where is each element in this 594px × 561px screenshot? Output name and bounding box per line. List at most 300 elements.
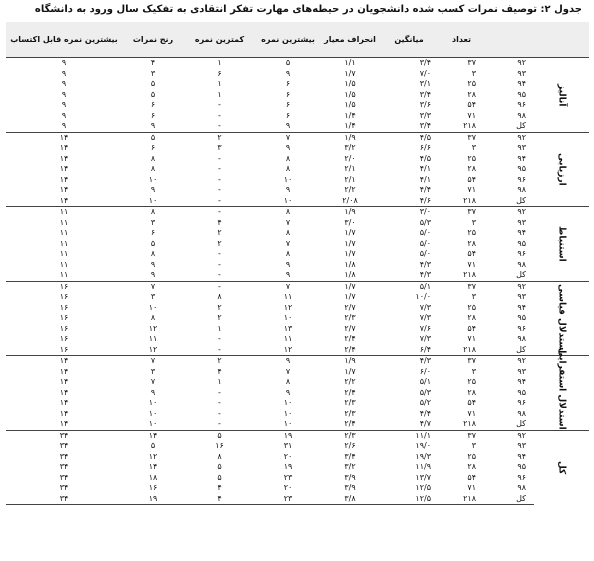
count-cell: ۳۷	[439, 132, 484, 143]
group-label: کل	[534, 430, 589, 505]
count-cell: ۲۸	[467, 164, 476, 174]
min-score-cell: ۲	[217, 302, 222, 312]
sd-cell: ۲/۲	[344, 185, 356, 195]
count-cell: ۷۱	[467, 408, 476, 418]
table-row	[6, 398, 589, 409]
sd-cell: ۱/۷	[344, 228, 356, 238]
max-score-cell: ۹	[255, 356, 321, 367]
min-score-cell: ۸	[217, 451, 222, 461]
range-cell: ۱۱	[148, 334, 158, 344]
sd-cell: ۲/۴	[344, 387, 356, 397]
count-cell: ۲۸	[467, 462, 476, 472]
range-cell: ۹	[150, 259, 156, 269]
year-cell: ۹۲	[484, 281, 534, 292]
sd-cell: ۳/۲	[344, 462, 356, 472]
mean-cell: ۱۲/۵	[379, 494, 439, 505]
range-cell: ۵	[122, 132, 184, 143]
sd-cell: ۲/۱	[344, 164, 356, 174]
table-row	[6, 441, 589, 452]
table-row	[6, 334, 589, 345]
count-cell: ۲۵	[467, 302, 476, 312]
year-cell: ۹۵	[517, 387, 526, 397]
count-cell: ۵۴	[467, 249, 476, 259]
max-score-cell: ۱۹	[283, 462, 293, 472]
range-cell: ۱۴	[148, 462, 158, 472]
table-row	[6, 419, 589, 430]
max-score-cell: ۱۰	[283, 419, 293, 429]
min-score-cell: ۴	[217, 366, 222, 376]
year-cell: ۹۶	[517, 472, 526, 482]
range-cell: ۱۲	[148, 451, 158, 461]
count-cell: ۲۸	[467, 387, 476, 397]
max-possible-cell: ۳۴	[59, 472, 69, 482]
sd-cell: ۲/۰	[344, 153, 356, 163]
max-possible-cell: ۳۴	[59, 451, 69, 461]
min-score-cell: -	[218, 334, 221, 344]
max-score-cell: ۹	[285, 185, 291, 195]
count-cell: ۵۴	[467, 323, 476, 333]
min-score-cell: ۱۶	[215, 441, 224, 451]
max-possible-cell: ۱۶	[59, 334, 69, 344]
table-row	[6, 111, 589, 122]
max-possible-cell: ۱۱	[59, 217, 69, 227]
count-cell: ۵۴	[467, 472, 476, 482]
table-row	[6, 430, 589, 441]
table-row	[6, 249, 589, 260]
count-cell: ۳۷	[439, 430, 484, 441]
max-possible-cell: ۱۶	[59, 323, 69, 333]
table-row	[6, 313, 589, 324]
max-score-cell: ۵	[255, 58, 321, 69]
min-score-cell: -	[218, 100, 221, 110]
max-possible-cell: ۱۴	[59, 185, 69, 195]
max-possible-cell: ۱۱	[59, 259, 69, 269]
sd-cell: ۱/۹	[321, 207, 379, 218]
header-min-score: کمترین نمره	[184, 22, 255, 58]
min-score-cell: -	[184, 281, 255, 292]
sd-cell: ۱/۴	[344, 110, 356, 120]
year-cell: ۹۶	[517, 100, 526, 110]
max-possible-cell: ۹	[61, 110, 67, 120]
table-row	[6, 185, 589, 196]
range-cell: ۸	[150, 153, 156, 163]
max-score-cell: ۷	[285, 238, 291, 248]
table-row	[6, 356, 589, 367]
range-cell: ۱۰	[148, 195, 158, 205]
sd-cell: ۱/۷	[344, 249, 356, 259]
max-possible-cell: ۱۱	[59, 228, 69, 238]
table-row	[6, 409, 589, 420]
max-score-cell: ۱۳	[283, 323, 293, 333]
range-cell: ۳	[150, 217, 156, 227]
range-cell: ۱۲	[148, 323, 158, 333]
table-caption: جدول ۲: توصیف نمرات کسب شده دانشجویان در حیطه‌های مهارت تفکر انتقادی به تفکیک سال ورود به دانشگاه	[34, 4, 582, 15]
range-cell: ۴	[122, 58, 184, 69]
max-score-cell: ۹	[285, 270, 291, 280]
mean-cell: ۳/۱	[419, 79, 431, 89]
count-cell: ۲۵	[467, 377, 476, 387]
group-label: استنباط	[534, 207, 589, 282]
range-cell: ۸	[150, 164, 156, 174]
year-cell: ۹۲	[484, 356, 534, 367]
min-score-cell: ۲	[217, 313, 222, 323]
max-possible-cell: ۳۴	[6, 494, 122, 505]
sd-cell: ۲/۳	[344, 398, 356, 408]
min-score-cell: -	[218, 110, 221, 120]
sd-cell: ۱/۷	[344, 68, 356, 78]
year-cell: کل	[516, 121, 526, 131]
year-cell: ۹۳	[517, 68, 526, 78]
max-score-cell: ۷	[255, 132, 321, 143]
mean-cell: ۱۱/۹	[415, 462, 431, 472]
year-cell: کل	[516, 195, 526, 205]
count-cell: ۳۷	[439, 281, 484, 292]
count-cell: ۲۸	[467, 238, 476, 248]
year-cell: ۹۵	[517, 164, 526, 174]
count-cell: ۲۸	[467, 313, 476, 323]
year-cell: ۹۵	[517, 462, 526, 472]
min-score-cell: -	[218, 398, 221, 408]
max-score-cell: ۲۰	[283, 451, 293, 461]
header-year	[484, 22, 534, 58]
min-score-cell: ۲	[217, 228, 222, 238]
year-cell: ۹۲	[484, 132, 534, 143]
year-cell: ۹۲	[484, 207, 534, 218]
header-mean: میانگین	[379, 22, 439, 58]
table-row	[6, 218, 589, 229]
sd-cell: ۲/۴	[344, 344, 356, 354]
mean-cell: ۵/۱	[419, 377, 431, 387]
table-row	[6, 143, 589, 154]
table-row	[6, 132, 589, 143]
range-cell: ۶	[150, 228, 156, 238]
max-score-cell: ۲۰	[283, 483, 293, 493]
year-cell: کل	[516, 344, 526, 354]
mean-cell: ۵/۰	[419, 249, 431, 259]
range-cell: ۸	[150, 249, 156, 259]
max-possible-cell: ۱۴	[6, 132, 122, 143]
min-score-cell: ۵	[217, 462, 222, 472]
sd-cell: ۱/۵	[344, 100, 356, 110]
header-range: رنج نمرات	[122, 22, 184, 58]
range-cell: ۵	[150, 238, 156, 248]
group-label: ارزیابی	[534, 132, 589, 207]
count-cell: ۳	[471, 68, 476, 78]
year-cell: ۹۳	[517, 366, 526, 376]
count-cell: ۳	[471, 292, 476, 302]
count-cell: ۲۵	[467, 79, 476, 89]
year-cell: ۹۸	[517, 259, 526, 269]
mean-cell: ۴/۵	[379, 132, 439, 143]
table-row	[6, 377, 589, 388]
year-cell: ۹۸	[517, 185, 526, 195]
max-possible-cell: ۱۴	[59, 153, 69, 163]
max-score-cell: ۷	[285, 366, 291, 376]
max-possible-cell: ۱۶	[59, 313, 69, 323]
min-score-cell: -	[218, 153, 221, 163]
max-score-cell: ۱۰	[283, 195, 293, 205]
year-cell: کل	[516, 419, 526, 429]
max-possible-cell: ۱۴	[59, 164, 69, 174]
mean-cell: ۵/۰	[419, 238, 431, 248]
table-row	[6, 121, 589, 132]
range-cell: ۱۰	[148, 408, 158, 418]
table-row	[6, 281, 589, 292]
count-cell: ۳۷	[439, 356, 484, 367]
min-score-cell: ۱	[217, 79, 222, 89]
mean-cell: ۵/۰	[419, 228, 431, 238]
year-cell: کل	[484, 494, 534, 505]
header-sd: انحراف معیار	[321, 22, 379, 58]
mean-cell: ۱۹/۰	[415, 441, 431, 451]
sd-cell: ۲/۰۸	[342, 195, 358, 205]
max-score-cell: ۷	[285, 217, 291, 227]
sd-cell: ۱/۵	[344, 89, 356, 99]
max-possible-cell: ۱۴	[59, 408, 69, 418]
count-cell: ۳۷	[439, 207, 484, 218]
table-row	[6, 260, 589, 271]
range-cell: ۷	[122, 356, 184, 367]
min-score-cell: -	[218, 419, 221, 429]
mean-cell: ۳/۴	[379, 58, 439, 69]
year-cell: ۹۶	[517, 174, 526, 184]
count-cell: ۵۴	[467, 100, 476, 110]
mean-cell: ۷/۰	[419, 68, 431, 78]
year-cell: ۹۶	[517, 398, 526, 408]
range-cell: ۱۰	[148, 302, 158, 312]
sd-cell: ۳/۹	[344, 472, 356, 482]
table-row	[6, 494, 589, 505]
sd-cell: ۱/۹	[321, 132, 379, 143]
table-row	[6, 324, 589, 335]
range-cell: ۱۹	[122, 494, 184, 505]
count-cell: ۲۱۸	[439, 494, 484, 505]
range-cell: ۱۸	[148, 472, 158, 482]
sd-cell: ۱/۹	[321, 356, 379, 367]
min-score-cell: ۱	[217, 89, 222, 99]
sd-cell: ۱/۷	[344, 238, 356, 248]
mean-cell: ۶/۶	[419, 143, 431, 153]
max-possible-cell: ۱۶	[59, 344, 69, 354]
header-row	[6, 22, 589, 58]
mean-cell: ۴/۵	[419, 153, 431, 163]
max-possible-cell: ۳۴	[59, 462, 69, 472]
range-cell: ۸	[122, 207, 184, 218]
min-score-cell: -	[218, 174, 221, 184]
max-possible-cell: ۱۴	[59, 387, 69, 397]
sd-cell: ۲/۴	[344, 419, 356, 429]
count-cell: ۷۱	[467, 483, 476, 493]
table-row	[6, 79, 589, 90]
min-score-cell: ۱	[217, 323, 222, 333]
mean-cell: ۶/۴	[419, 344, 431, 354]
sd-cell: ۲/۳	[344, 313, 356, 323]
count-cell: ۲۱۸	[463, 195, 476, 205]
sd-cell: ۳/۰	[344, 217, 356, 227]
min-score-cell: ۱	[184, 58, 255, 69]
year-cell: ۹۸	[517, 408, 526, 418]
max-score-cell: ۸	[255, 207, 321, 218]
max-possible-cell: ۱۴	[59, 174, 69, 184]
count-cell: ۲۱۸	[463, 121, 476, 131]
header-count: تعداد	[439, 22, 484, 58]
count-cell: ۳	[471, 441, 476, 451]
header-max-possible: بیشترین نمره قابل اکتساب	[6, 22, 122, 58]
year-cell: ۹۶	[517, 323, 526, 333]
sd-cell: ۲/۶	[344, 441, 356, 451]
range-cell: ۳	[150, 68, 156, 78]
max-possible-cell: ۹	[61, 79, 67, 89]
max-score-cell: ۱۰	[283, 408, 293, 418]
range-cell: ۱۴	[122, 430, 184, 441]
year-cell: ۹۳	[517, 292, 526, 302]
max-score-cell: ۹	[285, 121, 291, 131]
table-row	[6, 239, 589, 250]
year-cell: ۹۴	[517, 153, 526, 163]
table-row	[6, 164, 589, 175]
mean-cell: ۵/۳	[419, 217, 431, 227]
range-cell: ۶	[150, 100, 156, 110]
mean-cell: ۴/۴	[419, 185, 431, 195]
year-cell: ۹۲	[484, 58, 534, 69]
count-cell: ۲۱۸	[463, 270, 476, 280]
sd-cell: ۱/۴	[344, 121, 356, 131]
max-possible-cell: ۳۴	[59, 441, 69, 451]
min-score-cell: ۵	[184, 430, 255, 441]
sd-cell: ۱/۱	[321, 58, 379, 69]
min-score-cell: -	[218, 195, 221, 205]
count-cell: ۳	[471, 143, 476, 153]
max-possible-cell: ۱۶	[59, 292, 69, 302]
max-possible-cell: ۱۱	[59, 270, 69, 280]
max-score-cell: ۲۳	[283, 472, 293, 482]
min-score-cell: -	[218, 270, 221, 280]
table-row	[6, 270, 589, 281]
min-score-cell: -	[184, 207, 255, 218]
max-score-cell: ۶	[285, 89, 291, 99]
sd-cell: ۳/۸	[321, 494, 379, 505]
count-cell: ۳	[471, 366, 476, 376]
max-score-cell: ۹	[285, 259, 291, 269]
max-possible-cell: ۹	[6, 58, 122, 69]
header-max-score: بیشترین نمره	[255, 22, 321, 58]
max-possible-cell: ۱۶	[59, 302, 69, 312]
count-cell: ۲۱۸	[463, 344, 476, 354]
range-cell: ۹	[150, 387, 156, 397]
table-row	[6, 228, 589, 239]
table-row	[6, 462, 589, 473]
year-cell: ۹۸	[517, 334, 526, 344]
max-score-cell: ۸	[285, 228, 291, 238]
range-cell: ۱۰	[148, 419, 158, 429]
max-score-cell: ۹	[285, 387, 291, 397]
max-score-cell: ۶	[285, 110, 291, 120]
max-score-cell: ۲۳	[255, 494, 321, 505]
count-cell: ۵۴	[467, 174, 476, 184]
max-score-cell: ۱۲	[283, 302, 293, 312]
range-cell: ۳	[150, 292, 156, 302]
max-possible-cell: ۱۱	[59, 249, 69, 259]
count-cell: ۳۷	[439, 58, 484, 69]
table-row	[6, 452, 589, 463]
year-cell: ۹۵	[517, 313, 526, 323]
max-possible-cell: ۱۴	[59, 377, 69, 387]
mean-cell: ۱۲/۵	[415, 483, 431, 493]
min-score-cell: ۴	[184, 494, 255, 505]
sd-cell: ۳/۲	[344, 143, 356, 153]
mean-cell: ۴/۳	[419, 259, 431, 269]
min-score-cell: ۲	[217, 238, 222, 248]
max-score-cell: ۸	[285, 164, 291, 174]
range-cell: ۵	[150, 79, 156, 89]
max-score-cell: ۸	[285, 249, 291, 259]
range-cell: ۹	[150, 121, 156, 131]
mean-cell: ۴/۱	[419, 174, 431, 184]
count-cell: ۷۱	[467, 185, 476, 195]
sd-cell: ۱/۷	[344, 292, 356, 302]
year-cell: ۹۲	[484, 430, 534, 441]
table-row	[6, 196, 589, 207]
header-group	[534, 22, 589, 58]
group-label: آنالیز	[534, 58, 589, 133]
sd-cell: ۲/۷	[344, 302, 356, 312]
table-row	[6, 100, 589, 111]
mean-cell: ۱۱/۱	[379, 430, 439, 441]
min-score-cell: -	[218, 185, 221, 195]
count-cell: ۲۸	[467, 89, 476, 99]
max-possible-cell: ۱۱	[6, 207, 122, 218]
mean-cell: ۵/۱	[379, 281, 439, 292]
max-score-cell: ۱۲	[283, 344, 293, 354]
count-cell: ۵۴	[467, 398, 476, 408]
table-row	[6, 69, 589, 80]
min-score-cell: ۱	[217, 377, 222, 387]
mean-cell: ۷/۶	[419, 323, 431, 333]
mean-cell: ۴/۶	[419, 195, 431, 205]
min-score-cell: -	[218, 249, 221, 259]
count-cell: ۲۱۸	[463, 419, 476, 429]
max-score-cell: ۱۹	[255, 430, 321, 441]
max-score-cell: ۱۱	[283, 292, 293, 302]
mean-cell: ۱۹/۳	[415, 451, 431, 461]
mean-cell: ۱۰/۰	[415, 292, 431, 302]
count-cell: ۷۱	[467, 110, 476, 120]
mean-cell: ۵/۲	[419, 398, 431, 408]
year-cell: ۹۵	[517, 238, 526, 248]
year-cell: ۹۴	[517, 79, 526, 89]
max-possible-cell: ۱۴	[6, 356, 122, 367]
count-cell: ۲۵	[467, 153, 476, 163]
table-row	[6, 175, 589, 186]
range-cell: ۱۰	[148, 174, 158, 184]
year-cell: ۹۴	[517, 451, 526, 461]
mean-cell: ۵/۳	[419, 387, 431, 397]
max-score-cell: ۷	[255, 281, 321, 292]
range-cell: ۳	[150, 366, 156, 376]
range-cell: ۷	[122, 281, 184, 292]
min-score-cell: -	[218, 387, 221, 397]
sd-cell: ۲/۲	[344, 377, 356, 387]
results-table	[6, 22, 589, 505]
table-row	[6, 345, 589, 356]
range-cell: ۹	[150, 185, 156, 195]
min-score-cell: -	[218, 344, 221, 354]
max-score-cell: ۹	[285, 143, 291, 153]
min-score-cell: ۴	[217, 483, 222, 493]
year-cell: ۹۳	[517, 217, 526, 227]
max-possible-cell: ۱۴	[59, 143, 69, 153]
table-row	[6, 207, 589, 218]
